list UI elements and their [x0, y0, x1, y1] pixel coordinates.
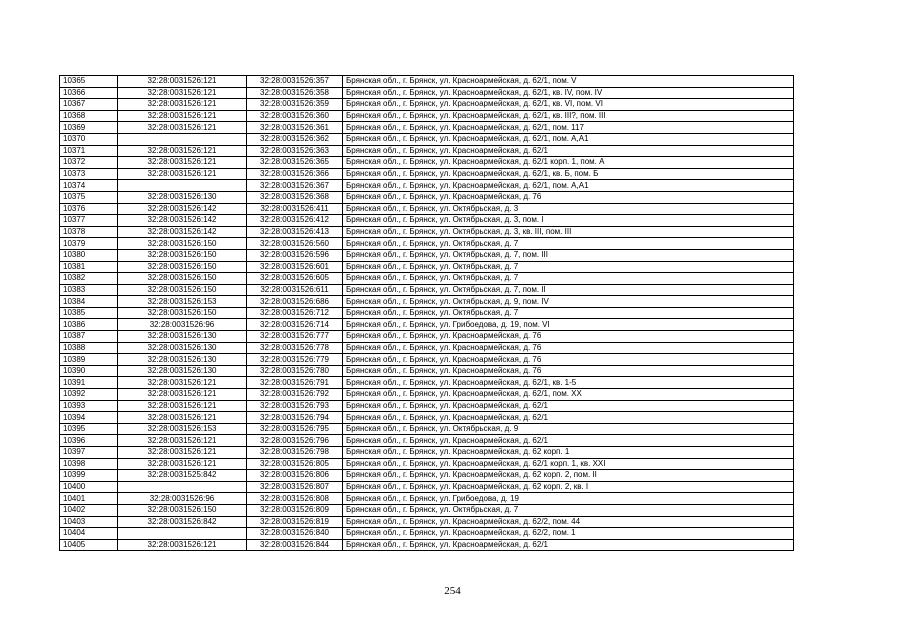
parent-cadastral-number-cell: 32:28:0031526:842: [118, 516, 247, 528]
cadastral-number-cell: 32:28:0031526:363: [247, 145, 343, 157]
address-cell: Брянская обл., г. Брянск, ул. Октябрьская, д. 7: [343, 307, 794, 319]
address-cell: Брянская обл., г. Брянск, ул. Красноармейская, д. 62/1, кв. III?, пом. III: [343, 110, 794, 122]
parent-cadastral-number-cell: 32:28:0031526:142: [118, 203, 247, 215]
parent-cadastral-number-cell: 32:28:0031526:121: [118, 389, 247, 401]
address-cell: Брянская обл., г. Брянск, ул. Грибоедова, д. 19: [343, 493, 794, 505]
row-number-cell: 10378: [60, 226, 118, 238]
table-row: [60, 504, 794, 516]
cadastral-number-cell: 32:28:0031526:795: [247, 423, 343, 435]
cadastral-number-cell: 32:28:0031526:365: [247, 157, 343, 169]
cadastral-number-cell: 32:28:0031526:779: [247, 354, 343, 366]
parent-cadastral-number-cell: 32:28:0031526:121: [118, 447, 247, 459]
parent-cadastral-number-cell: 32:28:0031526:150: [118, 504, 247, 516]
address-cell: Брянская обл., г. Брянск, ул. Красноармейская, д. 62/1: [343, 400, 794, 412]
table-row: [60, 238, 794, 250]
table-row: [60, 470, 794, 482]
cadastral-number-cell: 32:28:0031526:686: [247, 296, 343, 308]
row-number-cell: 10379: [60, 238, 118, 250]
cadastral-number-cell: 32:28:0031526:805: [247, 458, 343, 470]
row-number-cell: 10391: [60, 377, 118, 389]
cadastral-number-cell: 32:28:0031526:601: [247, 261, 343, 273]
cadastral-number-cell: 32:28:0031526:806: [247, 470, 343, 482]
table-row: [60, 168, 794, 180]
parent-cadastral-number-cell: 32:28:0031526:150: [118, 261, 247, 273]
address-cell: Брянская обл., г. Брянск, ул. Октябрьская, д. 7: [343, 504, 794, 516]
address-cell: Брянская обл., г. Брянск, ул. Красноармейская, д. 62/1 корп. 1, пом. А: [343, 157, 794, 169]
table-row: [60, 342, 794, 354]
row-number-cell: 10401: [60, 493, 118, 505]
parent-cadastral-number-cell: 32:28:0031526:153: [118, 296, 247, 308]
row-number-cell: 10371: [60, 145, 118, 157]
table-row: [60, 493, 794, 505]
table-row: [60, 122, 794, 134]
row-number-cell: 10377: [60, 215, 118, 227]
row-number-cell: 10372: [60, 157, 118, 169]
address-cell: Брянская обл., г. Брянск, ул. Октябрьская, д. 7: [343, 238, 794, 250]
address-cell: Брянская обл., г. Брянск, ул. Красноармейская, д. 62/1, кв. VI, пом. VI: [343, 99, 794, 111]
address-cell: Брянская обл., г. Брянск, ул. Красноармейская, д. 62 корп. 2, пом. II: [343, 470, 794, 482]
page-number: 254: [444, 585, 461, 597]
parent-cadastral-number-cell: 32:28:0031526:153: [118, 423, 247, 435]
table-row: [60, 423, 794, 435]
address-cell: Брянская обл., г. Брянск, ул. Октябрьская, д. 7: [343, 261, 794, 273]
table-row: [60, 273, 794, 285]
table-row: [60, 389, 794, 401]
table-row: [60, 133, 794, 145]
table-row: [60, 447, 794, 459]
table-row: [60, 191, 794, 203]
parent-cadastral-number-cell: 32:28:0031525:842: [118, 470, 247, 482]
parent-cadastral-number-cell: 32:28:0031526:150: [118, 284, 247, 296]
parent-cadastral-number-cell: 32:28:0031526:121: [118, 458, 247, 470]
table-row: [60, 319, 794, 331]
parent-cadastral-number-cell: 32:28:0031526:130: [118, 191, 247, 203]
address-cell: Брянская обл., г. Брянск, ул. Красноармейская, д. 62/1, пом. 117: [343, 122, 794, 134]
table-row: [60, 539, 794, 551]
row-number-cell: 10392: [60, 389, 118, 401]
cadastral-number-cell: 32:28:0031526:560: [247, 238, 343, 250]
parent-cadastral-number-cell: 32:28:0031526:121: [118, 168, 247, 180]
table-row: [60, 296, 794, 308]
cadastral-number-cell: 32:28:0031526:778: [247, 342, 343, 354]
address-cell: Брянская обл., г. Брянск, ул. Красноармейская, д. 62/1, пом. V: [343, 76, 794, 88]
parent-cadastral-number-cell: 32:28:0031526:121: [118, 122, 247, 134]
table-row: [60, 435, 794, 447]
cadastral-number-cell: 32:28:0031526:362: [247, 133, 343, 145]
parent-cadastral-number-cell: [118, 133, 247, 145]
registry-table: [59, 75, 794, 551]
parent-cadastral-number-cell: 32:28:0031526:130: [118, 365, 247, 377]
table-row: [60, 284, 794, 296]
parent-cadastral-number-cell: 32:28:0031526:130: [118, 342, 247, 354]
cadastral-number-cell: 32:28:0031526:413: [247, 226, 343, 238]
table-row: [60, 528, 794, 540]
table-row: [60, 99, 794, 111]
cadastral-number-cell: 32:28:0031526:368: [247, 191, 343, 203]
row-number-cell: 10384: [60, 296, 118, 308]
row-number-cell: 10368: [60, 110, 118, 122]
cadastral-number-cell: 32:28:0031526:792: [247, 389, 343, 401]
cadastral-number-cell: 32:28:0031526:412: [247, 215, 343, 227]
parent-cadastral-number-cell: 32:28:0031526:130: [118, 354, 247, 366]
address-cell: Брянская обл., г. Брянск, ул. Красноармейская, д. 62/1, пом. XX: [343, 389, 794, 401]
row-number-cell: 10385: [60, 307, 118, 319]
row-number-cell: 10396: [60, 435, 118, 447]
row-number-cell: 10395: [60, 423, 118, 435]
table-row: [60, 458, 794, 470]
cadastral-number-cell: 32:28:0031526:798: [247, 447, 343, 459]
table-row: [60, 307, 794, 319]
row-number-cell: 10375: [60, 191, 118, 203]
address-cell: Брянская обл., г. Брянск, ул. Октябрьская, д. 7: [343, 273, 794, 285]
row-number-cell: 10380: [60, 249, 118, 261]
parent-cadastral-number-cell: 32:28:0031526:96: [118, 493, 247, 505]
parent-cadastral-number-cell: 32:28:0031526:142: [118, 215, 247, 227]
registry-table-body: [60, 76, 794, 551]
address-cell: Брянская обл., г. Брянск, ул. Красноармейская, д. 62/1, кв. IV, пом. IV: [343, 87, 794, 99]
row-number-cell: 10373: [60, 168, 118, 180]
address-cell: Брянская обл., г. Брянск, ул. Красноармейская, д. 62 корп. 1: [343, 447, 794, 459]
address-cell: Брянская обл., г. Брянск, ул. Красноармейская, д. 62/2, пом. 1: [343, 528, 794, 540]
row-number-cell: 10399: [60, 470, 118, 482]
row-number-cell: 10400: [60, 481, 118, 493]
row-number-cell: 10382: [60, 273, 118, 285]
address-cell: Брянская обл., г. Брянск, ул. Красноармейская, д. 76: [343, 342, 794, 354]
cadastral-number-cell: 32:28:0031526:357: [247, 76, 343, 88]
address-cell: Брянская обл., г. Брянск, ул. Октябрьская, д. 7, пом. III: [343, 249, 794, 261]
parent-cadastral-number-cell: 32:28:0031526:121: [118, 87, 247, 99]
parent-cadastral-number-cell: [118, 481, 247, 493]
address-cell: Брянская обл., г. Брянск, ул. Красноармейская, д. 62/2, пом. 44: [343, 516, 794, 528]
parent-cadastral-number-cell: [118, 528, 247, 540]
table-row: [60, 331, 794, 343]
row-number-cell: 10366: [60, 87, 118, 99]
parent-cadastral-number-cell: 32:28:0031526:121: [118, 99, 247, 111]
parent-cadastral-number-cell: 32:28:0031526:121: [118, 145, 247, 157]
table-row: [60, 261, 794, 273]
address-cell: Брянская обл., г. Брянск, ул. Октябрьская, д. 3: [343, 203, 794, 215]
parent-cadastral-number-cell: 32:28:0031526:121: [118, 539, 247, 551]
address-cell: Брянская обл., г. Брянск, ул. Красноармейская, д. 62/1 корп. 1, кв. XXI: [343, 458, 794, 470]
table-row: [60, 110, 794, 122]
row-number-cell: 10369: [60, 122, 118, 134]
address-cell: Брянская обл., г. Брянск, ул. Октябрьская, д. 9, пом. IV: [343, 296, 794, 308]
cadastral-number-cell: 32:28:0031526:796: [247, 435, 343, 447]
cadastral-number-cell: 32:28:0031526:411: [247, 203, 343, 215]
cadastral-number-cell: 32:28:0031526:367: [247, 180, 343, 192]
row-number-cell: 10398: [60, 458, 118, 470]
row-number-cell: 10370: [60, 133, 118, 145]
cadastral-number-cell: 32:28:0031526:808: [247, 493, 343, 505]
table-row: [60, 215, 794, 227]
row-number-cell: 10402: [60, 504, 118, 516]
row-number-cell: 10383: [60, 284, 118, 296]
table-row: [60, 87, 794, 99]
address-cell: Брянская обл., г. Брянск, ул. Октябрьская, д. 9: [343, 423, 794, 435]
row-number-cell: 10365: [60, 76, 118, 88]
row-number-cell: 10374: [60, 180, 118, 192]
cadastral-number-cell: 32:28:0031526:840: [247, 528, 343, 540]
cadastral-number-cell: 32:28:0031526:844: [247, 539, 343, 551]
row-number-cell: 10387: [60, 331, 118, 343]
cadastral-number-cell: 32:28:0031526:611: [247, 284, 343, 296]
cadastral-number-cell: 32:28:0031526:793: [247, 400, 343, 412]
row-number-cell: 10386: [60, 319, 118, 331]
cadastral-number-cell: 32:28:0031526:809: [247, 504, 343, 516]
address-cell: Брянская обл., г. Брянск, ул. Октябрьская, д. 3, пом. I: [343, 215, 794, 227]
table-row: [60, 157, 794, 169]
table-row: [60, 226, 794, 238]
table-row: [60, 249, 794, 261]
table-row: [60, 145, 794, 157]
cadastral-number-cell: 32:28:0031526:605: [247, 273, 343, 285]
parent-cadastral-number-cell: 32:28:0031526:121: [118, 157, 247, 169]
address-cell: Брянская обл., г. Брянск, ул. Красноармейская, д. 62/1, кв. 1-5: [343, 377, 794, 389]
row-number-cell: 10397: [60, 447, 118, 459]
row-number-cell: 10404: [60, 528, 118, 540]
table-row: [60, 203, 794, 215]
row-number-cell: 10394: [60, 412, 118, 424]
cadastral-number-cell: 32:28:0031526:712: [247, 307, 343, 319]
address-cell: Брянская обл., г. Брянск, ул. Октябрьская, д. 7, пом. II: [343, 284, 794, 296]
cadastral-number-cell: 32:28:0031526:791: [247, 377, 343, 389]
cadastral-number-cell: 32:28:0031526:819: [247, 516, 343, 528]
parent-cadastral-number-cell: 32:28:0031526:121: [118, 76, 247, 88]
parent-cadastral-number-cell: 32:28:0031526:121: [118, 435, 247, 447]
address-cell: Брянская обл., г. Брянск, ул. Красноармейская, д. 62/1: [343, 539, 794, 551]
row-number-cell: 10376: [60, 203, 118, 215]
table-row: [60, 412, 794, 424]
address-cell: Брянская обл., г. Брянск, ул. Красноармейская, д. 62/1: [343, 412, 794, 424]
parent-cadastral-number-cell: [118, 180, 247, 192]
row-number-cell: 10405: [60, 539, 118, 551]
parent-cadastral-number-cell: 32:28:0031526:121: [118, 110, 247, 122]
row-number-cell: 10389: [60, 354, 118, 366]
cadastral-number-cell: 32:28:0031526:807: [247, 481, 343, 493]
row-number-cell: 10393: [60, 400, 118, 412]
parent-cadastral-number-cell: 32:28:0031526:142: [118, 226, 247, 238]
address-cell: Брянская обл., г. Брянск, ул. Красноармейская, д. 76: [343, 354, 794, 366]
table-row: [60, 400, 794, 412]
cadastral-number-cell: 32:28:0031526:360: [247, 110, 343, 122]
table-row: [60, 365, 794, 377]
parent-cadastral-number-cell: 32:28:0031526:150: [118, 238, 247, 250]
parent-cadastral-number-cell: 32:28:0031526:150: [118, 249, 247, 261]
table-row: [60, 377, 794, 389]
parent-cadastral-number-cell: 32:28:0031526:121: [118, 412, 247, 424]
row-number-cell: 10390: [60, 365, 118, 377]
cadastral-number-cell: 32:28:0031526:366: [247, 168, 343, 180]
table-row: [60, 76, 794, 88]
address-cell: Брянская обл., г. Брянск, ул. Красноармейская, д. 62/1, кв. Б, пом. Б: [343, 168, 794, 180]
address-cell: Брянская обл., г. Брянск, ул. Красноармейская, д. 76: [343, 191, 794, 203]
address-cell: Брянская обл., г. Брянск, ул. Красноармейская, д. 62/1: [343, 435, 794, 447]
row-number-cell: 10403: [60, 516, 118, 528]
cadastral-number-cell: 32:28:0031526:361: [247, 122, 343, 134]
parent-cadastral-number-cell: 32:28:0031526:130: [118, 331, 247, 343]
cadastral-number-cell: 32:28:0031526:794: [247, 412, 343, 424]
address-cell: Брянская обл., г. Брянск, ул. Красноармейская, д. 62/1, пом. А,А1: [343, 180, 794, 192]
table-row: [60, 481, 794, 493]
table-row: [60, 180, 794, 192]
address-cell: Брянская обл., г. Брянск, ул. Красноармейская, д. 62/1, пом. А,А1: [343, 133, 794, 145]
cadastral-number-cell: 32:28:0031526:714: [247, 319, 343, 331]
cadastral-number-cell: 32:28:0031526:359: [247, 99, 343, 111]
address-cell: Брянская обл., г. Брянск, ул. Красноармейская, д. 76: [343, 365, 794, 377]
row-number-cell: 10381: [60, 261, 118, 273]
parent-cadastral-number-cell: 32:28:0031526:121: [118, 377, 247, 389]
table-row: [60, 354, 794, 366]
cadastral-number-cell: 32:28:0031526:596: [247, 249, 343, 261]
cadastral-number-cell: 32:28:0031526:358: [247, 87, 343, 99]
row-number-cell: 10388: [60, 342, 118, 354]
parent-cadastral-number-cell: 32:28:0031526:96: [118, 319, 247, 331]
parent-cadastral-number-cell: 32:28:0031526:121: [118, 400, 247, 412]
address-cell: Брянская обл., г. Брянск, ул. Октябрьская, д. 3, кв. III, пом. III: [343, 226, 794, 238]
table-row: [60, 516, 794, 528]
address-cell: Брянская обл., г. Брянск, ул. Красноармейская, д. 62/1: [343, 145, 794, 157]
address-cell: Брянская обл., г. Брянск, ул. Грибоедова, д. 19, пом. VI: [343, 319, 794, 331]
cadastral-number-cell: 32:28:0031526:777: [247, 331, 343, 343]
parent-cadastral-number-cell: 32:28:0031526:150: [118, 273, 247, 285]
row-number-cell: 10367: [60, 99, 118, 111]
address-cell: Брянская обл., г. Брянск, ул. Красноармейская, д. 62 корп. 2, кв. I: [343, 481, 794, 493]
parent-cadastral-number-cell: 32:28:0031526:150: [118, 307, 247, 319]
address-cell: Брянская обл., г. Брянск, ул. Красноармейская, д. 76: [343, 331, 794, 343]
cadastral-number-cell: 32:28:0031526:780: [247, 365, 343, 377]
